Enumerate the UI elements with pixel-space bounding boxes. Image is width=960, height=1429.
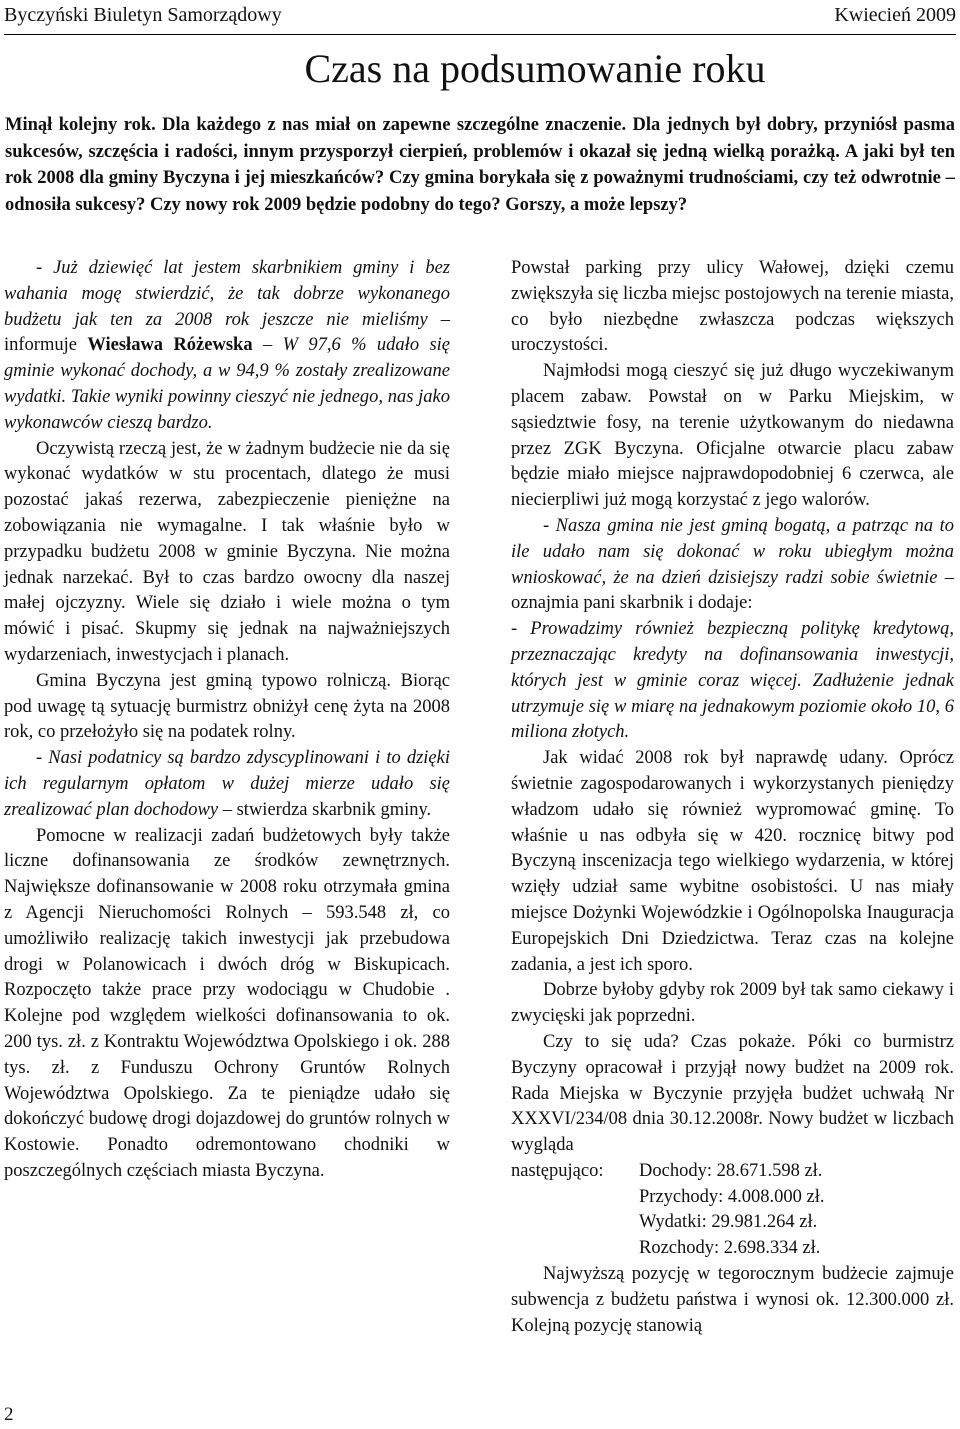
attribution-text: – informuje [4,309,450,356]
quote-text: - Nasza gmina nie jest gminą bogatą, a patrząc na to ile udało nam się dokonać w roku ubiegłym można wnioskować, że na dzień dzisiejszy radzi sobie świetnie [511,515,954,588]
attribution-text: – oznajmia pani skarbnik i dodaje: [511,567,954,614]
left-column [4,256,450,1185]
quote-text: – W 97,6 % udało się gminie wykonać dochody, a w 94,9 % zostały zrealizowane wydatki. Takie wyniki powinny cieszyć nie jednego, nas jako wykonawców cieszą bardzo. [4,335,450,433]
left-paragraph-5: Pomocne w realizacji zadań budżetowych były także liczne dofinansowania ze środków zewnętrznych. Największe dofinansowanie w 2008 roku otrzymała gmina z Agencji Nieruchomości Rolnych – 593.548 zł, co umożliwiło realizację takich inwestycji jak przebudowa drogi w Polanowicach i dwóch dróg w Biskupicach. Rozpoczęto także prace przy wodociągu w Chudobie . Kolejne pod względem wielkości dofinansowania to ok. 200 tys. zł. z Kontraktu Województwa Opolskiego i ok. 288 tys. zł. z Funduszu Ochrony Gruntów Rolnych Województwa Opolskiego. Za te pieniądze udało się dokończyć budowę drogi dojazdowej do gruntów rolnych w Kostowie. Ponadto odremontowano chodniki w poszczególnych częściach miasta Byczyna. [4,825,450,1181]
right-paragraph-4: - Prowadzimy również bezpieczną politykę kredytową, przeznaczając kredyty na dofinansowania inwestycji, których jest w gminie coraz więcej. Zadłużenie jednak utrzymuje się w miarę na jednakowym poziomie około 10, 6 miliona złotych. [511,619,954,743]
budget-summary [511,1159,954,1262]
right-paragraph-2: Najmłodsi mogą cieszyć się już długo wyczekiwanym placem zabaw. Powstał on w Parku Miejskim, w sąsiedztwie fosy, na terenie użytkowanym do niedawna przez ZGK Byczyna. Oficjalne otwarcie placu zabaw będzie miało miejsce najprawdopodobniej 6 czerwca, ale niecierpliwi już mogą korzystać z jego walorów. [511,361,954,511]
budget-intro: następująco: [511,1160,604,1181]
budget-row [511,1159,954,1185]
right-paragraph-8: Najwyższą pozycję w tegorocznym budżecie zajmuje subwencja z budżetu państwa i wynosi ok. 12.300.000 zł. Kolejną pozycję stanowią [511,1264,954,1336]
left-paragraph-4 [4,746,450,823]
budget-value: Dochody: 28.671.598 zł. [639,1160,823,1181]
left-paragraph-2: Oczywistą rzeczą jest, że w żadnym budżecie nie da się wykonać wydatków w stu procentach, dlatego że musi pozostać jakaś rezerwa, zabezpieczenie pieniężne na zobowiązania nie wymagalne. I tak właśnie było w przypadku budżetu 2008 w gminie Byczyna. Nie można jednak narzekać. Był to czas bardzo owocny dla naszej małej ojczyzny. Wiele się działo i wiele można o tym mówić i pisać. Skupmy się jednak na najważniejszych wydarzeniach, inwestycjach i planach. [4,438,450,665]
right-paragraph-3 [511,514,954,617]
left-paragraph-3: Gmina Byczyna jest gminą typowo rolniczą. Biorąc pod uwagę tą sytuację burmistrz obniżył cenę żyta na 2008 rok, co przełożyło się na podatek rolny. [4,670,450,743]
right-paragraph-5: Jak widać 2008 rok był naprawdę udany. Oprócz świetnie zagospodarowanych i wykorzystanych pieniędzy władzom udało się również wypromować gminę. To właśnie u nas odbyła się w 420. rocznicę bitwy pod Byczyną inscenizacja tego wielkiego wydarzenia, w której wzięły udział same wybitne osobistości. U nas miały miejsce Dożynki Wojewódzkie i Ogólnopolska Inauguracja Europejskich Dni Dziedzictwa. Teraz czas na kolejne zadania, a jest ich sporo. [511,748,954,975]
page-header [4,0,956,35]
quote-text: - Nasi podatnicy są bardzo zdyscyplinowani i to dzięki ich regularnym opłatom w dużej mierze udało się zrealizować plan dochodowy – [4,748,450,820]
quote-text: - Już dziewięć lat jestem skarbnikiem gminy i bez wahania mogę stwierdzić, że tak dobrze wykonanego budżetu jak ten za 2008 rok jeszcze nie mieliśmy [4,258,450,330]
page-number: 2 [4,1404,14,1425]
attribution-text: stwierdza skarbnik gminy. [231,799,432,820]
budget-value: Przychody: 4.008.000 zł. [639,1186,825,1207]
budget-row [511,1210,954,1236]
issue-date: Kwiecień 2009 [834,4,956,26]
right-column [511,256,954,1339]
publication-name: Byczyński Biuletyn Samorządowy [4,4,282,26]
right-paragraph-7: Czy to się uda? Czas pokaże. Póki co burmistrz Byczyny opracował i przyjął nowy budżet na 2009 rok. Rada Miejska w Byczynie przyjęła budżet uchwałą Nr XXXVI/234/08 dnia 30.12.2008r. Nowy budżet w liczbach wygląda [511,1031,954,1156]
budget-value: Rozchody: 2.698.334 zł. [639,1238,821,1259]
budget-row [511,1185,954,1211]
article-title: Czas na podsumowanie roku [304,46,766,91]
left-paragraph-1 [4,256,450,437]
budget-value: Wydatki: 29.981.264 zł. [639,1212,818,1233]
right-paragraph-1: Powstał parking przy ulicy Wałowej, dzięki czemu zwiększyła się liczba miejsc postojowych na terenie miasta, co było niezbędne zwłaszcza podczas większych uroczystości. [511,258,954,356]
budget-row [511,1236,954,1262]
speaker-name: Wiesława Różewska [87,335,253,356]
right-paragraph-6: Dobrze byłoby gdyby rok 2009 był tak samo ciekawy i zwycięski jak poprzedni. [511,980,954,1027]
article-lead: Minął kolejny rok. Dla każdego z nas miał on zapewne szczególne znaczenie. Dla jednych był dobry, przyniósł pasma sukcesów, szczęścia i radości, innym przysporzył cierpień, problemów i okazał się jedną wielką porażką. A jaki był ten rok 2008 dla gminy Byczyna i jej mieszkańców? Czy gmina borykała się z poważnymi trudnościami, czy też odwrotnie – odnosiła sukcesy? Czy nowy rok 2009 będzie podobny do tego? Gorszy, a może lepszy? [5,115,955,215]
